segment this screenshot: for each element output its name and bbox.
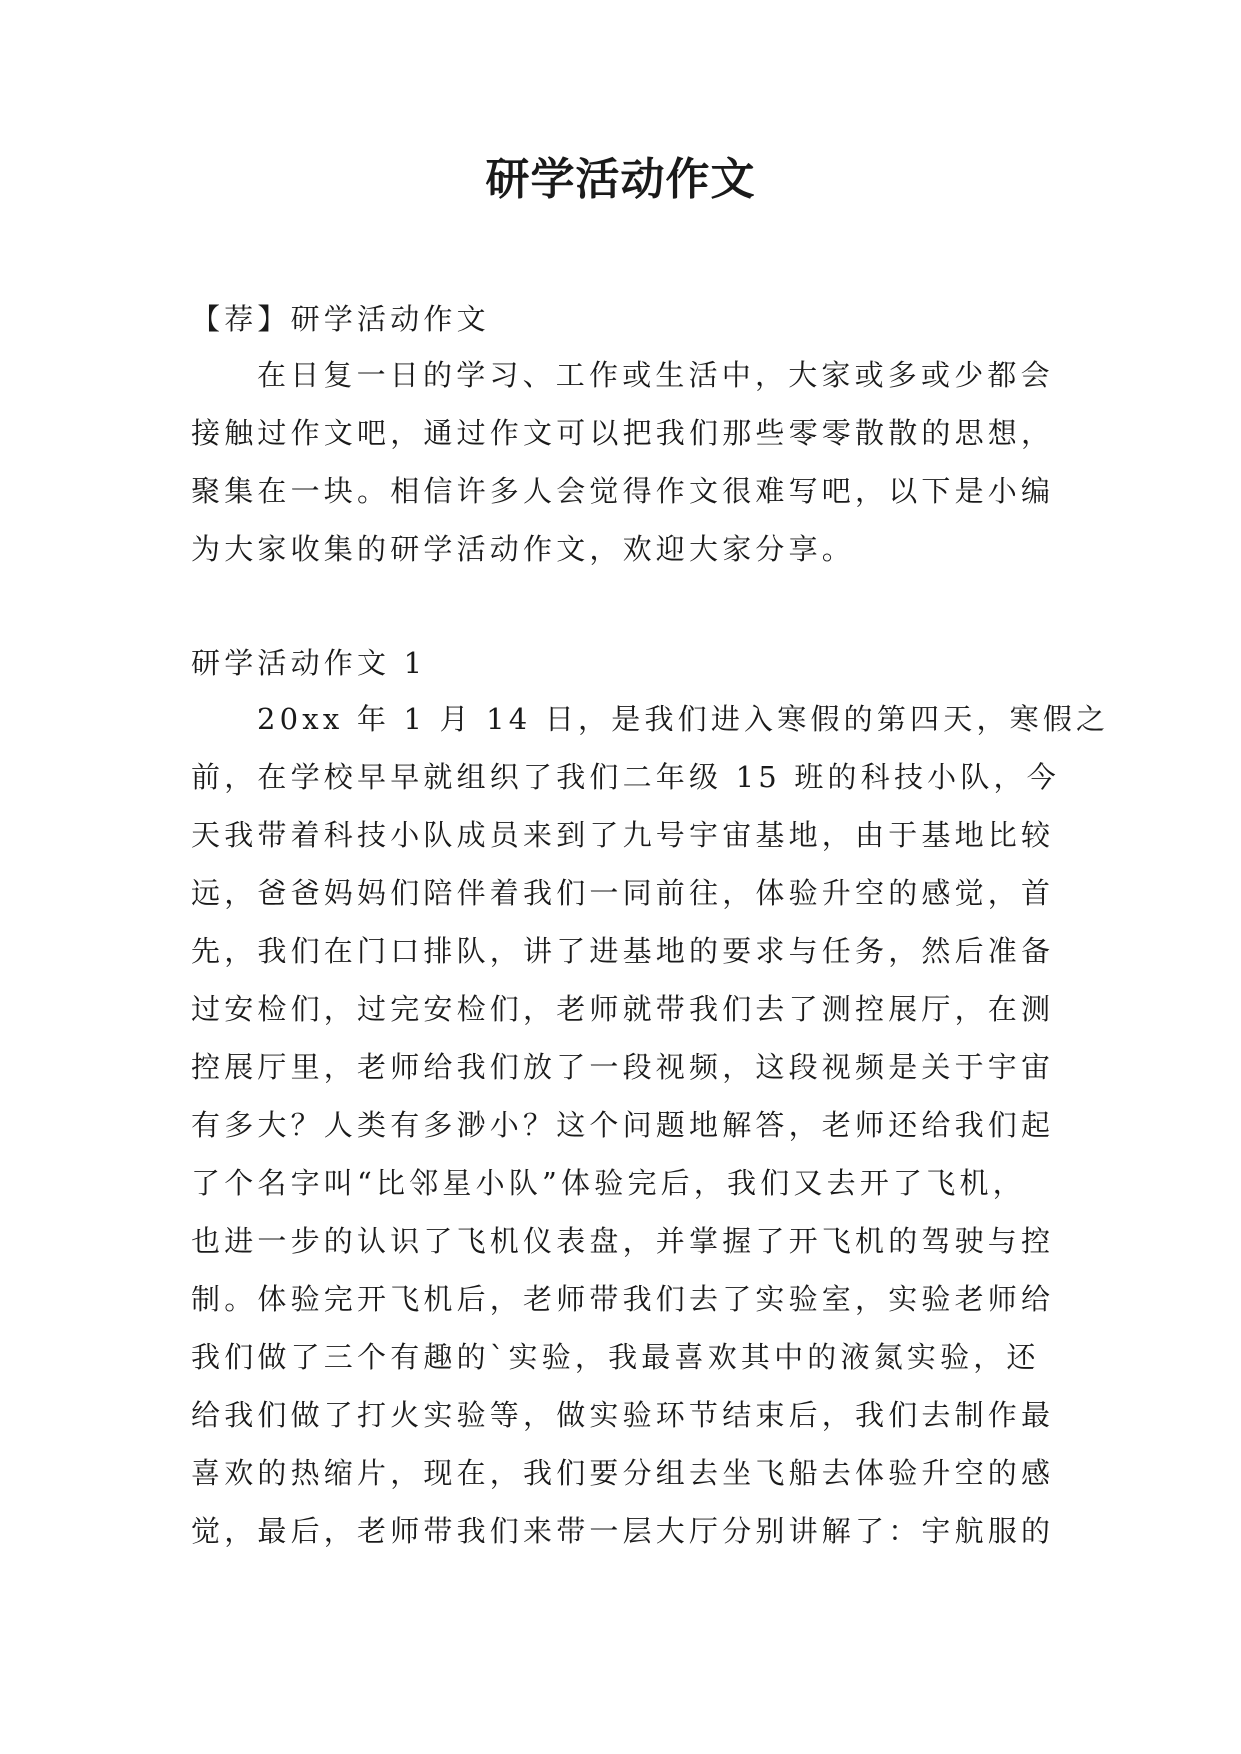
- essay-line: 了个名字叫“比邻星小队”体验完后，我们又去开了飞机，: [191, 1166, 1026, 1200]
- section-heading: [191, 634, 1071, 692]
- essay-line: 有多大？人类有多渺小？这个问题地解答，老师还给我们起: [191, 1108, 1055, 1142]
- essay-line: 天我带着科技小队成员来到了九号宇宙基地，由于基地比较: [191, 818, 1055, 852]
- recommend-text: 【荐】研学活动作文: [191, 302, 490, 336]
- intro-line: 为大家收集的研学活动作文，欢迎大家分享。: [191, 532, 856, 566]
- essay-line: 觉，最后，老师带我们来带一层大厅分别讲解了：宇航服的: [191, 1514, 1055, 1548]
- essay-line: 20xx 年 1 月 14 日，是我们进入寒假的第四天，寒假之: [257, 702, 1110, 736]
- intro-line: 聚集在一块。相信许多人会觉得作文很难写吧，以下是小编: [191, 474, 1055, 508]
- essay-line: 喜欢的热缩片，现在，我们要分组去坐飞船去体验升空的感: [191, 1456, 1055, 1490]
- essay-line: 过安检们，过完安检们，老师就带我们去了测控展厅，在测: [191, 992, 1055, 1026]
- essay-line: 也进一步的认识了飞机仪表盘，并掌握了开飞机的驾驶与控: [191, 1224, 1055, 1258]
- essay-line: 我们做了三个有趣的`实验，我最喜欢其中的液氮实验，还: [191, 1340, 1040, 1374]
- essay-line: 远，爸爸妈妈们陪伴着我们一同前往，体验升空的感觉，首: [191, 876, 1055, 910]
- essay-line: 制。体验完开飞机后，老师带我们去了实验室，实验老师给: [191, 1282, 1055, 1316]
- section-heading-text: 研学活动作文 1: [191, 646, 427, 680]
- intro-line: 在日复一日的学习、工作或生活中，大家或多或少都会: [257, 358, 1054, 392]
- document-title: 研学活动作文: [485, 154, 756, 205]
- intro-line: 接触过作文吧，通过作文可以把我们那些零零散散的思想，: [191, 416, 1055, 450]
- essay-line: 给我们做了打火实验等，做实验环节结束后，我们去制作最: [191, 1398, 1055, 1432]
- essay-line: 先，我们在门口排队，讲了进基地的要求与任务，然后准备: [191, 934, 1055, 968]
- essay-paragraph: [191, 690, 1110, 1560]
- essay-line: 控展厅里，老师给我们放了一段视频，这段视频是关于宇宙: [191, 1050, 1055, 1084]
- intro-paragraph: [191, 346, 1071, 578]
- recommend-line: [191, 290, 1071, 348]
- essay-line: 前，在学校早早就组织了我们二年级 15 班的科技小队，今: [191, 760, 1060, 794]
